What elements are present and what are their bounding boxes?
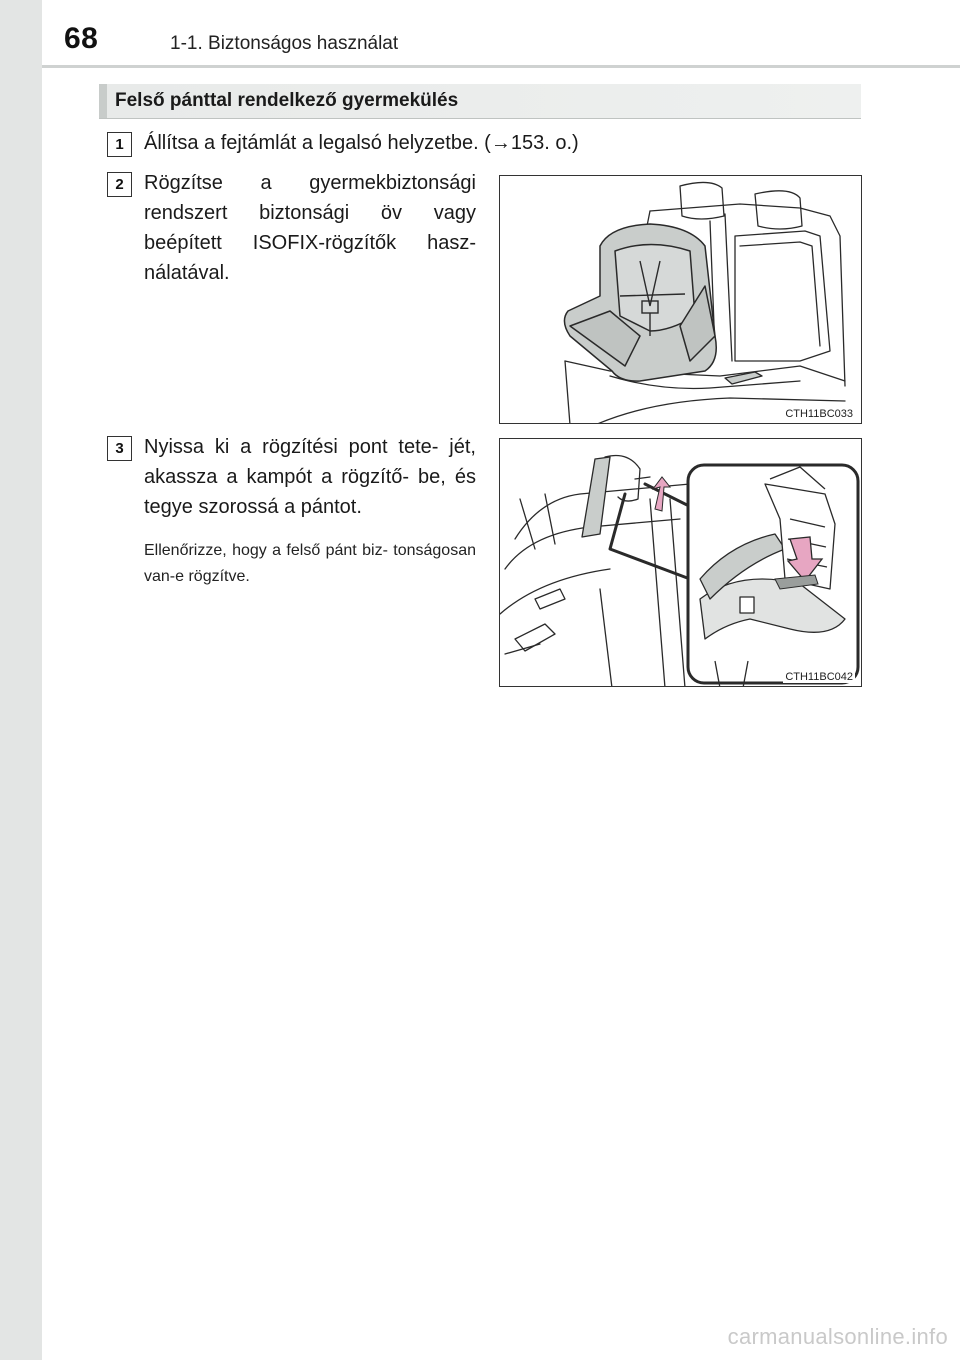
step-number-3: 3 <box>107 436 132 461</box>
section-title: Felső pánttal rendelkező gyermekülés <box>115 90 459 111</box>
step-3-note: Ellenőrizze, hogy a felső pánt biz- tonságosan van-e rögzítve. <box>144 542 476 585</box>
page-number: 68 <box>64 22 99 55</box>
figure-child-seat <box>499 175 862 424</box>
step-3-text: Nyissa ki a rögzítési pont tete- jét, akassza a kampót a rögzítő- be, és tegye szorossá a pántot. <box>144 436 476 518</box>
watermark: carmanualsonline.info <box>727 1324 948 1349</box>
section-bar <box>99 84 861 119</box>
child-seat-illustration <box>500 176 862 424</box>
header-band <box>0 0 960 65</box>
step-1-text: Állítsa a fejtámlát a legalsó helyzetbe. (→153. o.) <box>144 132 579 154</box>
figure-code-2: CTH11BC033 <box>785 408 853 420</box>
header-rule <box>0 65 960 68</box>
side-strip-overlay <box>0 0 42 1360</box>
chapter-title: 1-1. Biztonságos használat <box>170 33 399 54</box>
figure-top-tether <box>499 438 862 687</box>
top-tether-illustration <box>500 439 862 687</box>
step-2-text: Rögzítse a gyermekbiztonsági rendszert biztonsági öv vagy beépített ISOFIX-rögzítők hasz- nálatával. <box>144 172 476 284</box>
step-number-2: 2 <box>107 172 132 197</box>
figure-code-3: CTH11BC042 <box>785 671 853 683</box>
step-number-1: 1 <box>107 132 132 157</box>
